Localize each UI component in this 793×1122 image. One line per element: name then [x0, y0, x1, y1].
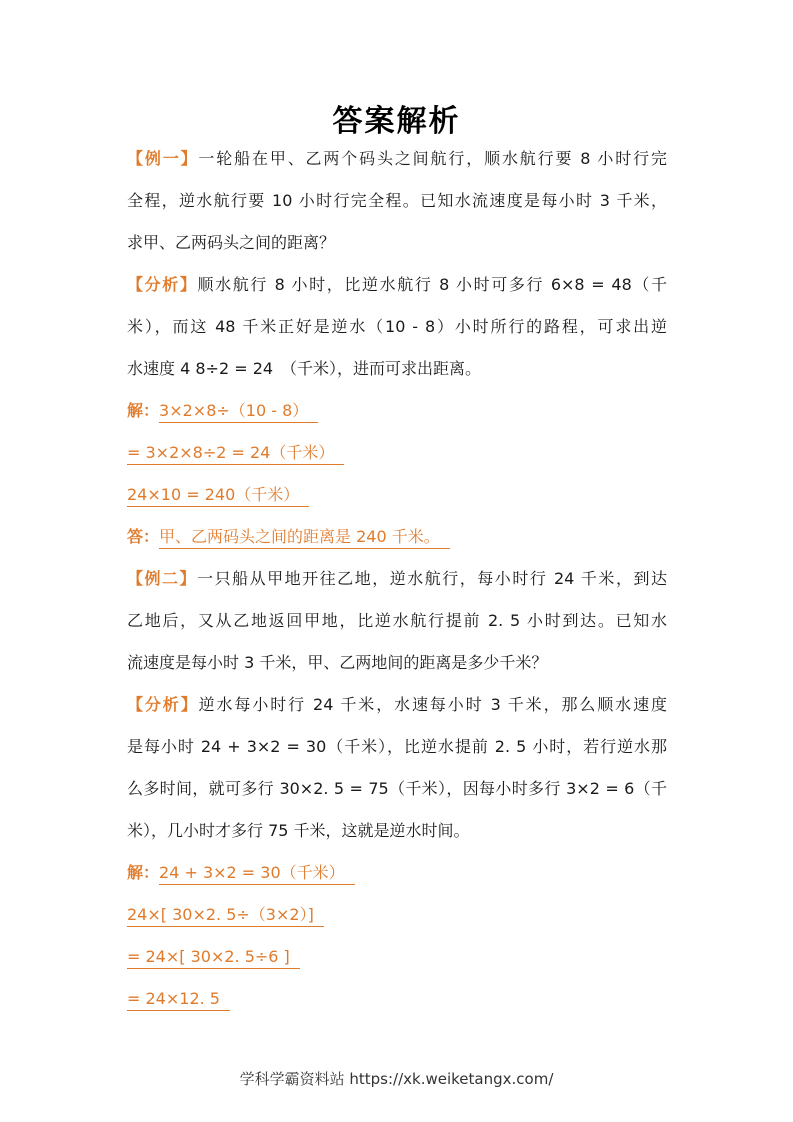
example-2-question-line-2: 乙地后，又从乙地返回甲地，比逆水航行提前 2. 5 小时到达。已知水 — [127, 611, 667, 630]
example-1-analysis-line-2: 米），而这 48 千米正好是逆水（10 - 8）小时所行的路程，可求出逆 — [127, 317, 667, 336]
example-2-analysis-line-3: 么多时间，就可多行 30×2. 5 = 75（千米），因每小时多行 3×2 = 6（千 — [127, 779, 667, 798]
example-1-solution-line-2 — [127, 436, 667, 478]
example-2-analysis-text-1: 逆水每小时行 24 千米，水速每小时 3 千米，那么顺水速度 — [198, 695, 667, 714]
example-2-solution-step-3: = 24×[ 30×2. 5÷6 ] — [127, 947, 300, 969]
example-1-question-line-2: 全程，逆水航行要 10 小时行完全程。已知水流速度是每小时 3 千米， — [127, 191, 667, 210]
answer-content — [127, 142, 667, 1024]
example-1-answer-line — [127, 520, 667, 562]
example-1-analysis-text-1: 顺水航行 8 小时，比逆水航行 8 小时可多行 6×8 = 48（千 — [197, 275, 667, 294]
example-2-analysis-tag: 【分析】 — [127, 695, 199, 714]
example-1-question-line-1 — [127, 142, 667, 184]
example-1-answer-text: 甲、乙两码头之间的距离是 240 千米。 — [159, 527, 450, 549]
example-2-question-line-1 — [127, 562, 667, 604]
example-1-solution-line-3 — [127, 478, 667, 520]
example-1-tag: 【例一】 — [127, 149, 199, 168]
example-1-question-text-1: 一轮船在甲、乙两个码头之间航行，顺水航行要 8 小时行完 — [198, 149, 667, 168]
example-1-solution-step-3: 24×10 = 240（千米） — [127, 485, 309, 507]
example-1-solution-line-1 — [127, 394, 667, 436]
example-1-analysis-line-1 — [127, 268, 667, 310]
example-2-solution-step-4: = 24×12. 5 — [127, 989, 230, 1011]
example-2-solution-line-3 — [127, 940, 667, 982]
example-2-analysis-line-1 — [127, 688, 667, 730]
example-2-tag: 【例二】 — [127, 569, 198, 588]
example-2-solution-line-2 — [127, 898, 667, 940]
example-2-solution-step-1: 24 + 3×2 = 30（千米） — [159, 863, 355, 885]
example-2-solution-tag: 解： — [127, 863, 160, 882]
example-1-solution-tag: 解： — [127, 401, 160, 420]
footer-watermark: 学科学霸资料站 https://xk.weiketangx.com/ — [239, 1070, 554, 1088]
example-2-analysis-line-4: 米），几小时才多行 75 千米，这就是逆水时间。 — [127, 821, 470, 840]
example-2-question-text-1: 一只船从甲地开往乙地，逆水航行，每小时行 24 千米，到达 — [197, 569, 667, 588]
page-title: 答案解析 — [332, 104, 461, 139]
example-1-analysis-tag: 【分析】 — [127, 275, 198, 294]
example-2-question-line-3: 流速度是每小时 3 千米，甲、乙两地间的距离是多少千米？ — [127, 653, 548, 672]
example-1-answer-tag: 答： — [127, 527, 160, 546]
example-2-analysis-line-2: 是每小时 24 + 3×2 = 30（千米），比逆水提前 2. 5 小时，若行逆水那 — [127, 737, 667, 756]
example-2-solution-step-2: 24×[ 30×2. 5÷（3×2）] — [127, 905, 324, 927]
example-2-solution-line-1 — [127, 856, 667, 898]
example-1-solution-step-2: = 3×2×8÷2 = 24（千米） — [127, 443, 344, 465]
example-2-solution-line-4 — [127, 982, 667, 1024]
example-1-solution-step-1: 3×2×8÷（10 - 8） — [159, 401, 318, 423]
example-1-analysis-line-3: 水速度 4 8÷2 = 24 （千米），进而可求出距离。 — [127, 359, 482, 378]
example-1-question-line-3: 求甲、乙两码头之间的距离？ — [127, 233, 336, 252]
